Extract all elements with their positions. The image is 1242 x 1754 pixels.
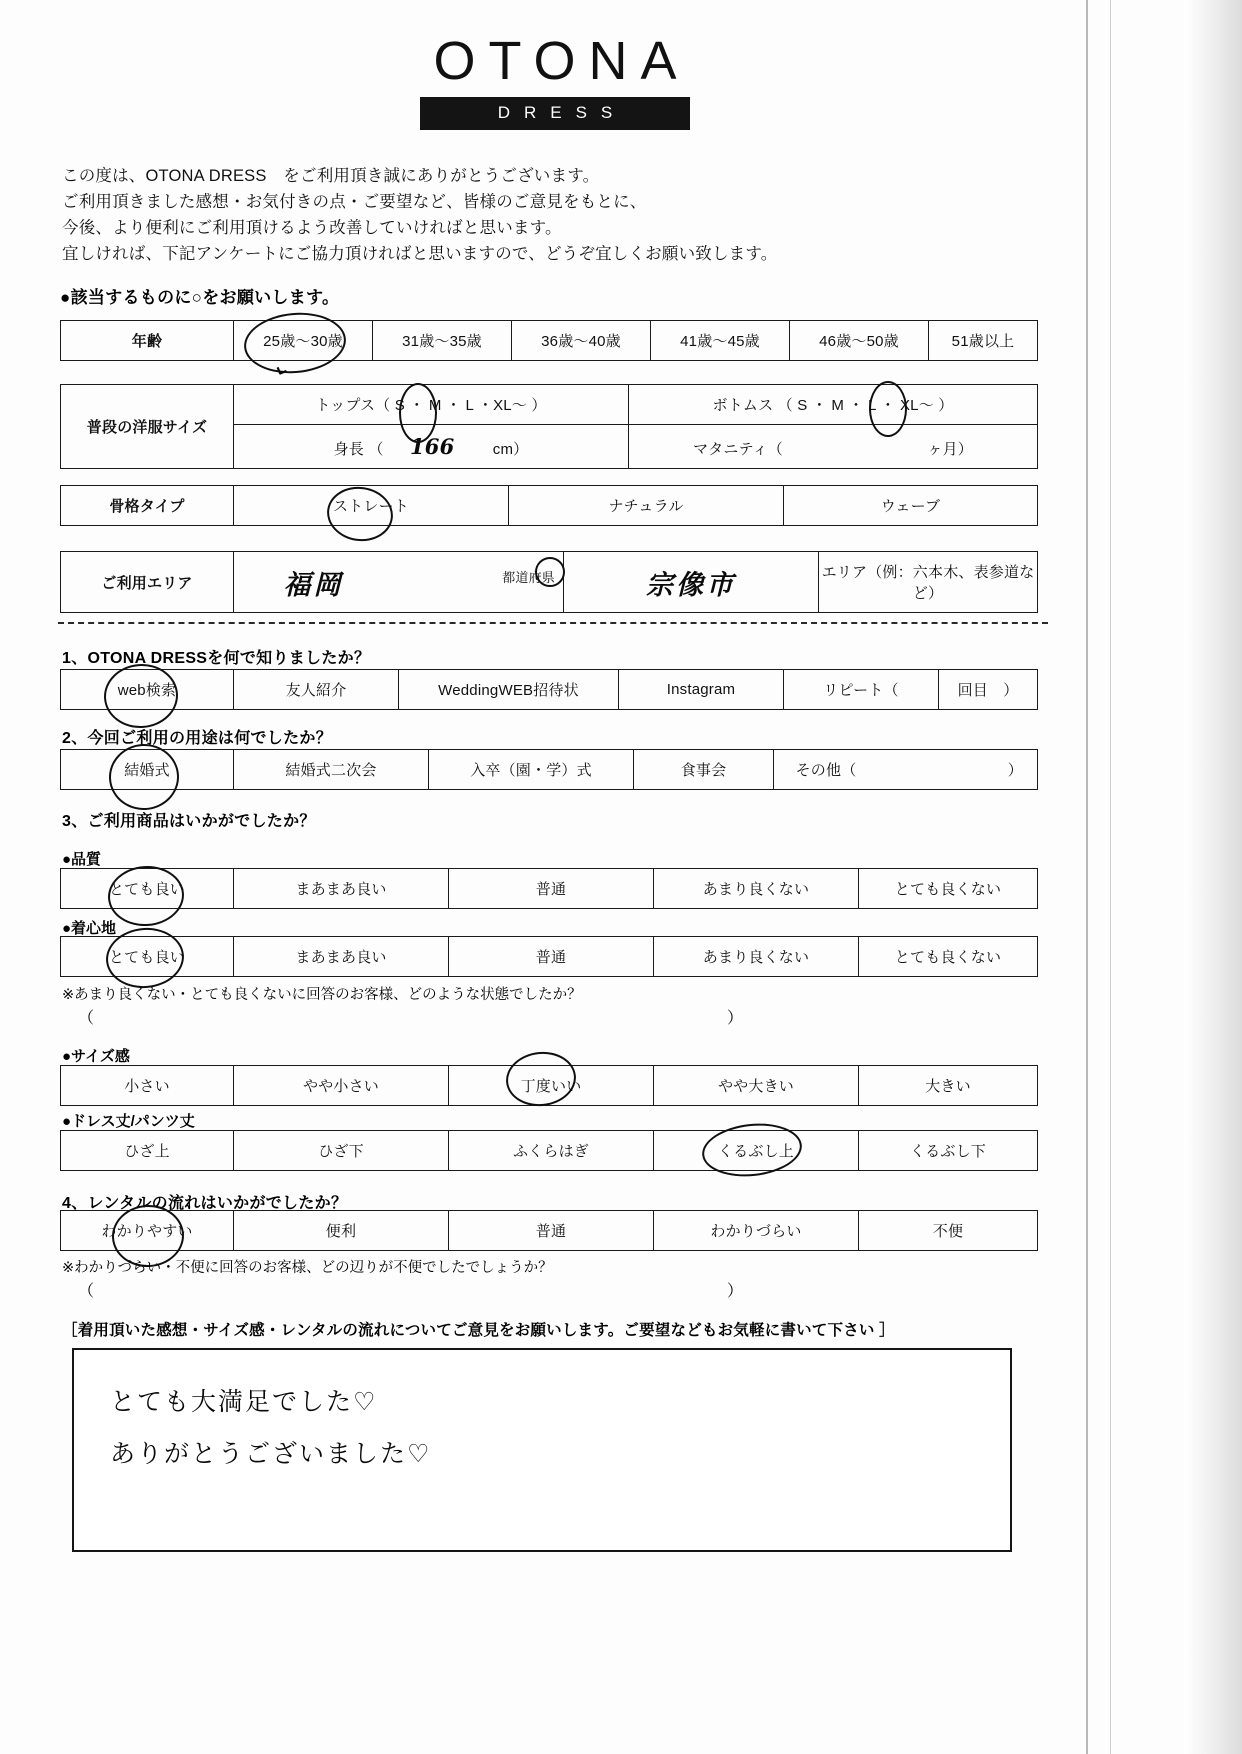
q2-option-school-ceremony[interactable]: 入卒（園・学）式 — [429, 750, 634, 790]
age-label: 年齢 — [61, 321, 234, 361]
frame-option-straight[interactable]: ストレート — [234, 486, 509, 526]
table-row — [61, 1066, 1038, 1106]
brand-subname: DRESS — [420, 97, 690, 130]
bottoms-size-cell[interactable]: ボトムス （ S ・ M ・ L ・ XL〜 ） — [629, 385, 1038, 425]
frame-option-wave[interactable]: ウェーブ — [784, 486, 1038, 526]
comfort-option-very-good[interactable]: とても良い — [61, 937, 234, 977]
maternity-label-right: ヶ月） — [927, 441, 973, 458]
table-row — [61, 869, 1038, 909]
maternity-cell[interactable] — [629, 425, 1038, 469]
table-row — [61, 670, 1038, 710]
fit-option-small[interactable]: 小さい — [61, 1066, 234, 1106]
scan-seam-line — [1086, 0, 1088, 1754]
comfort-option-not-very-good[interactable]: あまり良くない — [654, 937, 859, 977]
quality-option-fairly-good[interactable]: まあまあ良い — [234, 869, 449, 909]
height-label-left: 身長 （ — [333, 441, 384, 458]
q4-answer-close: ） — [727, 1283, 744, 1300]
q2-option-other[interactable]: その他（ — [774, 750, 879, 790]
q1-option-wedding-web-invite[interactable]: WeddingWEB招待状 — [399, 670, 619, 710]
q4-heading: 4、レンタルの流れはいかがでしたか？ — [62, 1195, 348, 1212]
prefecture-cell[interactable] — [234, 552, 564, 613]
comfort-option-normal[interactable]: 普通 — [449, 937, 654, 977]
height-cell[interactable] — [234, 425, 629, 469]
table-row — [61, 486, 1038, 526]
intro-line-1: この度は、OTONA DRESS をご利用頂き誠にありがとうございます。 — [62, 167, 600, 185]
age-option-25-30[interactable]: 25歳〜30歳 — [234, 321, 373, 361]
tops-size-cell[interactable]: トップス（ S ・ M ・ L ・XL〜 ） — [234, 385, 629, 425]
clothing-size-label: 普段の洋服サイズ — [61, 385, 234, 469]
q2-heading: 2、今回ご利用の用途は何でしたか？ — [62, 730, 332, 747]
frame-option-natural[interactable]: ナチュラル — [509, 486, 784, 526]
height-value: 166 — [409, 434, 455, 459]
city-cell[interactable] — [564, 552, 819, 613]
age-table — [60, 320, 1038, 361]
q4-option-easy-to-understand[interactable]: わかりやすい — [61, 1211, 234, 1251]
q4-option-hard-to-understand[interactable]: わかりづらい — [654, 1211, 859, 1251]
age-option-31-35[interactable]: 31歳〜35歳 — [373, 321, 512, 361]
quality-option-very-bad[interactable]: とても良くない — [859, 869, 1038, 909]
instruction-line: ●該当するものに○をお願いします。 — [60, 288, 340, 307]
q2-table — [60, 749, 1038, 790]
height-label-right: cm） — [492, 441, 529, 458]
table-row — [61, 937, 1038, 977]
q3-quality-table — [60, 868, 1038, 909]
clothing-size-table — [60, 384, 1038, 469]
q4-answer-open: （ — [78, 1283, 95, 1300]
length-option-above-ankle[interactable]: くるぶし上 — [654, 1131, 859, 1171]
table-row — [61, 552, 1038, 613]
q3-fit-label: ●サイズ感 — [62, 1048, 130, 1065]
q3-fit-table — [60, 1065, 1038, 1106]
q1-repeat-count-field[interactable]: 回目 ） — [939, 670, 1038, 710]
prefecture-value: 福岡 — [283, 569, 344, 601]
table-row — [61, 321, 1038, 361]
q4-option-inconvenient[interactable]: 不便 — [859, 1211, 1038, 1251]
q1-option-friend-referral[interactable]: 友人紹介 — [234, 670, 399, 710]
fit-option-just-right[interactable]: 丁度いい — [449, 1066, 654, 1106]
q2-option-wedding[interactable]: 結婚式 — [61, 750, 234, 790]
length-option-above-knee[interactable]: ひざ上 — [61, 1131, 234, 1171]
scan-edge-artifact — [1184, 0, 1242, 1754]
table-row — [61, 750, 1038, 790]
maternity-value — [787, 434, 927, 459]
q4-note: ※わかりづらい・不便に回答のお客様、どの辺りが不便でしたでしょうか？ — [62, 1260, 553, 1276]
free-comment-line-1: とても大満足でした♡ — [110, 1387, 378, 1416]
q1-option-instagram[interactable]: Instagram — [619, 670, 784, 710]
q3-comfort-answer-close: ） — [727, 1010, 744, 1027]
area-hint-cell: エリア（例：六本木、表参道など） — [819, 552, 1038, 613]
length-option-below-ankle[interactable]: くるぶし下 — [859, 1131, 1038, 1171]
section-divider — [58, 622, 1048, 624]
maternity-label-left: マタニティ（ — [693, 441, 784, 458]
q1-option-web-search[interactable]: web検索 — [61, 670, 234, 710]
prefecture-suffix-label: 都道府県 — [502, 570, 555, 585]
free-comment-line-2: ありがとうございました♡ — [110, 1439, 432, 1468]
quality-option-normal[interactable]: 普通 — [449, 869, 654, 909]
table-row — [61, 385, 1038, 425]
q3-comfort-note: ※あまり良くない・とても良くないに回答のお客様、どのような状態でしたか？ — [62, 987, 582, 1003]
comfort-option-fairly-good[interactable]: まあまあ良い — [234, 937, 449, 977]
quality-option-not-very-good[interactable]: あまり良くない — [654, 869, 859, 909]
age-option-46-50[interactable]: 46歳〜50歳 — [790, 321, 929, 361]
fit-option-slightly-small[interactable]: やや小さい — [234, 1066, 449, 1106]
comfort-option-very-bad[interactable]: とても良くない — [859, 937, 1038, 977]
q3-comfort-answer-open: （ — [78, 1010, 95, 1027]
intro-line-3: 今後、より便利にご利用頂けるよう改善していければと思います。 — [62, 219, 562, 237]
table-row — [61, 1131, 1038, 1171]
q3-comfort-label: ●着心地 — [62, 920, 117, 937]
brand-logo — [420, 31, 690, 130]
fit-option-slightly-large[interactable]: やや大きい — [654, 1066, 859, 1106]
fit-option-large[interactable]: 大きい — [859, 1066, 1038, 1106]
area-label: ご利用エリア — [61, 552, 234, 613]
q1-heading: 1、OTONA DRESSを何で知りましたか？ — [62, 650, 371, 667]
length-option-calf[interactable]: ふくらはぎ — [449, 1131, 654, 1171]
brand-name: OTONA — [433, 31, 690, 91]
intro-line-4: 宜しければ、下記アンケートにご協力頂ければと思いますので、どうぞ宜しくお願い致します。 — [62, 245, 778, 263]
q3-heading: 3、ご利用商品はいかがでしたか？ — [62, 813, 316, 830]
age-selection-tail-mark: ⌄ — [267, 349, 299, 385]
table-row — [61, 1211, 1038, 1251]
free-comment-heading: ［着用頂いた感想・サイズ感・レンタルの流れについてご意見をお願いします。ご要望などもお気軽に書いて下さい ］ — [62, 1322, 895, 1339]
q3-length-table — [60, 1130, 1038, 1171]
quality-option-very-good[interactable]: とても良い — [61, 869, 234, 909]
q1-option-repeat[interactable]: リピート（ — [784, 670, 939, 710]
q2-other-close-paren[interactable]: ） — [878, 750, 1038, 790]
length-option-below-knee[interactable]: ひざ下 — [234, 1131, 449, 1171]
city-value: 宗像市 — [646, 569, 736, 601]
age-option-36-40[interactable]: 36歳〜40歳 — [512, 321, 651, 361]
q2-option-dinner[interactable]: 食事会 — [634, 750, 774, 790]
frame-type-table — [60, 485, 1038, 526]
intro-paragraph — [62, 163, 777, 267]
frame-type-label: 骨格タイプ — [61, 486, 234, 526]
q3-quality-label: ●品質 — [62, 851, 102, 868]
q2-option-after-party[interactable]: 結婚式二次会 — [234, 750, 429, 790]
intro-line-2: ご利用頂きました感想・お気付きの点・ご要望など、皆様のご意見をもとに、 — [62, 193, 647, 211]
q1-table — [60, 669, 1038, 710]
age-option-51-plus[interactable]: 51歳以上 — [929, 321, 1038, 361]
q3-comfort-table — [60, 936, 1038, 977]
q4-table — [60, 1210, 1038, 1251]
scan-seam-line-2 — [1110, 0, 1111, 1754]
area-table — [60, 551, 1038, 613]
q4-option-normal[interactable]: 普通 — [449, 1211, 654, 1251]
q4-option-convenient[interactable]: 便利 — [234, 1211, 449, 1251]
age-option-41-45[interactable]: 41歳〜45歳 — [651, 321, 790, 361]
q3-length-label: ●ドレス丈/パンツ丈 — [62, 1113, 195, 1130]
